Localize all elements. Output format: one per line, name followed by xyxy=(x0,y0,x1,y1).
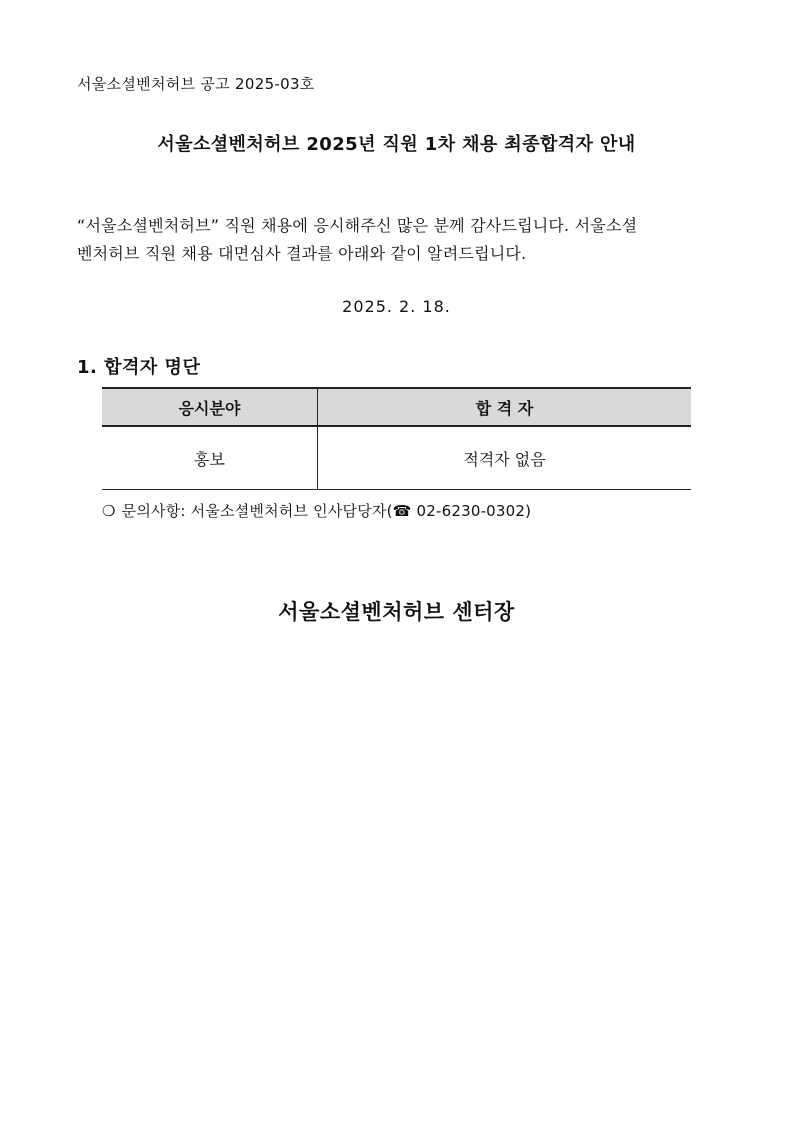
table-row xyxy=(102,426,691,490)
body-line-1: “서울소셜벤처허브” 직원 채용에 응시해주신 많은 분께 감사드립니다. 서울소셜 xyxy=(77,216,638,235)
table-header-row xyxy=(102,388,691,426)
signature: 서울소셜벤처허브 센터장 xyxy=(278,600,515,624)
results-table xyxy=(102,387,691,490)
body-line-2: 벤처허브 직원 채용 대면심사 결과를 아래와 같이 알려드립니다. xyxy=(77,244,527,263)
circle-bullet-icon: ❍ xyxy=(102,502,116,520)
cell-result: 적격자 없음 xyxy=(318,426,692,490)
contact-info xyxy=(102,500,531,521)
announcement-date: 2025. 2. 18. xyxy=(342,297,451,316)
cell-field: 홍보 xyxy=(102,426,318,490)
contact-prefix: 문의사항: 서울소셜벤처허브 인사담당자( xyxy=(121,502,393,520)
header-candidate: 합 격 자 xyxy=(318,388,692,426)
body-paragraph xyxy=(77,212,721,268)
notice-number: 서울소셜벤처허브 공고 2025-03호 xyxy=(77,75,315,93)
phone-icon: ☎ xyxy=(392,502,412,520)
header-field: 응시분야 xyxy=(102,388,318,426)
document-title: 서울소셜벤처허브 2025년 직원 1차 채용 최종합격자 안내 xyxy=(157,134,636,155)
contact-phone: 02-6230-0302) xyxy=(411,502,532,520)
section-heading: 1. 합격자 명단 xyxy=(77,357,201,378)
